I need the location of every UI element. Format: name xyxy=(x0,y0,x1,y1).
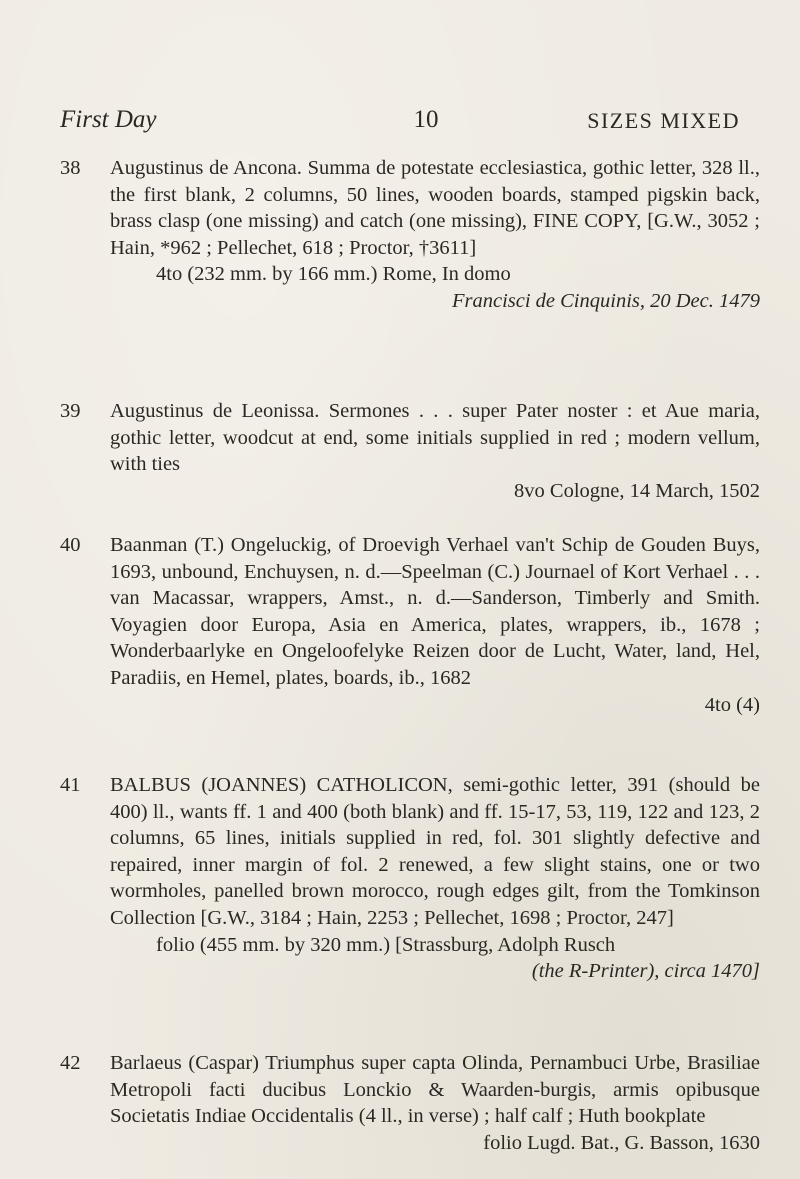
page-number: 10 xyxy=(413,106,439,133)
lot-number: 38 xyxy=(60,157,81,179)
lot-entry-39 xyxy=(60,398,760,504)
header-section: SIZES MIXED xyxy=(587,108,740,133)
lot-number: 41 xyxy=(60,774,81,796)
lot-entry-42 xyxy=(60,1050,760,1156)
lot-description xyxy=(110,772,760,932)
lot-imprint: 8vo Cologne, 14 March, 1502 xyxy=(514,479,760,502)
lot-text: Barlaeus (Caspar) Triumphus super capta Olinda, Pernambuci Urbe, Brasiliae Metropoli facti ducibus Lonckio & Waarden-burgis, armis opibusque Societatis Indiae Occidentalis (4 ll., in verse) ; half calf ; Huth bookplate xyxy=(110,1052,760,1128)
lot-imprint: 4to (4) xyxy=(704,693,760,716)
lot-entry-41 xyxy=(60,772,760,985)
lot-number: 39 xyxy=(60,400,81,422)
lot-imprint: folio (455 mm. by 320 mm.) [Strassburg, Adolph Rusch xyxy=(156,933,616,956)
lot-entry-38 xyxy=(60,155,760,315)
lot-text: Baanman (T.) Ongeluckig, of Droevigh Verhael van't Schip de Gouden Buys, 1693, unbound, Enchuysen, n. d.—Speelman (C.) Journael of Kort Verhael . . . van Macassar, wrappers, Amst., n. d.—Sanderson, Timberly and Smith. Voyagien door Europa, Asia en America, plates, wrappers, ib., 1678 ; Wonderbaarlyke en Ongeloofelyke Reizen door de Lucht, Water, land, Hel, Paradiis, en Hemel, plates, boards, ib., 1682 xyxy=(110,534,760,689)
lot-imprint-cont: (the R-Printer), circa 1470] xyxy=(531,960,760,983)
lot-text: Augustinus de Ancona. Summa de potestate ecclesiastica, gothic letter, 328 ll., the first blank, 2 columns, 50 lines, wooden boards, stamped pigskin back, brass clasp (one missing) and catch (one missing), FINE COPY, [G.W., 3052 ; Hain, *962 ; Pellechet, 618 ; Proctor, †3611] xyxy=(110,157,760,259)
lot-imprint-cont: Francisci de Cinquinis, 20 Dec. 1479 xyxy=(451,289,760,312)
lot-imprint: folio Lugd. Bat., G. Basson, 1630 xyxy=(483,1131,760,1154)
lot-description xyxy=(110,398,760,478)
lot-text: BALBUS (JOANNES) CATHOLICON, semi-gothic letter, 391 (should be 400) ll., wants ff. 1 and 400 (both blank) and ff. 15-17, 53, 119, 122 and 123, 2 columns, 65 lines, initials supplied in red, fol. 301 slightly defective and repaired, inner margin of fol. 2 renewed, a few slight stains, one or two wormholes, panelled brown morocco, rough edges gilt, from the Tomkinson Collection [G.W., 3184 ; Hain, 2253 ; Pellechet, 1698 ; Proctor, 247] xyxy=(110,774,760,929)
lot-number: 42 xyxy=(60,1052,81,1074)
header-day: First Day xyxy=(60,106,157,133)
lot-description xyxy=(110,1050,760,1130)
lot-imprint: 4to (232 mm. by 166 mm.) Rome, In domo xyxy=(156,263,511,286)
lot-description xyxy=(110,532,760,692)
lot-text: Augustinus de Leonissa. Sermones . . . super Pater noster : et Aue maria, gothic letter, woodcut at end, some initials supplied in red ; modern vellum, with ties xyxy=(110,400,760,476)
lot-number: 40 xyxy=(60,534,81,556)
lot-entry-40 xyxy=(60,532,760,718)
running-header xyxy=(60,106,740,136)
lot-description xyxy=(110,155,760,261)
